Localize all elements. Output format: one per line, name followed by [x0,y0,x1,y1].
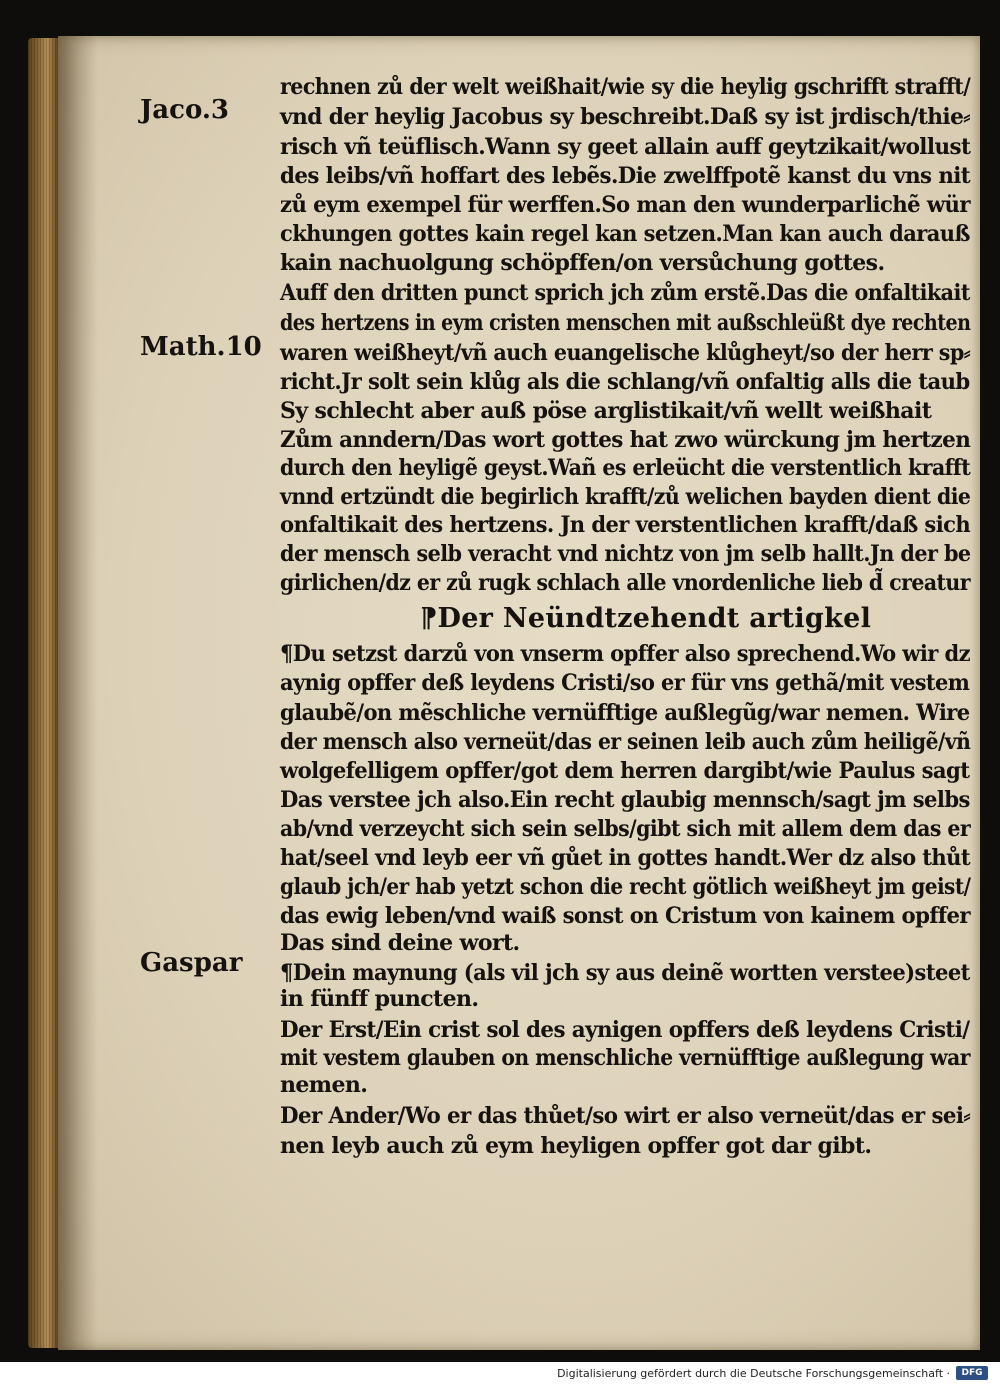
margin-note-math: Math.10 [140,332,262,362]
text-line: in fünff puncten. [280,986,479,1012]
gutter-shadow [58,36,98,1350]
text-line: der mensch selb veracht vnd nichtz von jm selb hallt.Jn der be [280,541,971,567]
dfg-logo: DFG [956,1366,988,1380]
text-line: des leibs/vñ hoffart des lebẽs.Die zwelffpotẽ kanst du vns nit [280,163,971,189]
text-line: ¶Du setzst darzů von vnserm opffer also sprechend.Wo wir dz [280,641,971,667]
text-line: Auff den dritten punct sprich jch zům erstẽ.Das die onfaltikait [280,280,970,306]
text-line: waren weißheyt/vñ auch euangelische klůgheyt/so der herr sp⸗ [280,340,971,366]
text-line: nemen. [280,1072,368,1098]
text-line: vnd der heylig Jacobus sy beschreibt.Daß sy ist jrdisch/thie⸗ [280,104,970,130]
text-line: aynig opffer deß leydens Cristi/so er für vns gethã/mit vestem [280,670,970,696]
text-line: rechnen zů der welt weißhait/wie sy die heylig gschrifft strafft/ [280,74,971,100]
text-line: onfaltikait des hertzens. Jn der verstentlichen krafft/daß sich [280,512,971,538]
text-line: glaub jch/er hab yetzt schon die recht götlich weißheyt jm geist/ [280,874,971,900]
text-line: richt.Jr solt sein klůg als die schlang/vñ onfaltig alls die taub [280,369,970,395]
text-line: kain nachuolgung schöpffen/on versůchung gottes. [280,250,885,276]
text-line: mit vestem glauben on menschliche vernüfftige außlegung war [280,1045,970,1071]
text-line: des hertzens in eym cristen menschen mit außschleüßt dye rechten [280,310,971,336]
text-line: nen leyb auch zů eym heyligen opffer got dar gibt. [280,1133,872,1159]
text-line: ckhungen gottes kain regel kan setzen.Man kan auch darauß [280,221,970,247]
text-line: risch vñ teüflisch.Wann sy geet allain auff geytzikait/wollust [280,134,971,160]
text-line: ¶Dein maynung (als vil jch sy aus deinẽ wortten verstee)steet [280,960,970,986]
book-edge [28,38,60,1348]
text-line: vnnd ertzündt die begirlich krafft/zů welichen bayden dient die [280,484,971,510]
text-line: hat/seel vnd leyb eer vñ gůet in gottes handt.Wer dz also thůt [280,845,970,871]
section-heading: ⁋Der Neündtzehendt artigkel [420,603,872,634]
text-line: Das sind deine wort. [280,930,520,956]
text-line: Der Ander/Wo er das thůet/so wirt er also verneüt/das er sei⸗ [280,1103,971,1129]
text-line: glaubẽ/on mẽschliche vernüfftige außlegũg/war nemen. Wire [280,700,970,726]
footer-credit: Digitalisierung gefördert durch die Deutsche Forschungsgemeinschaft · [557,1367,950,1380]
text-line: durch den heyligẽ geyst.Wañ es erleücht die verstentlich krafft [280,455,971,481]
text-line: Zům anndern/Das wort gottes hat zwo würckung jm hertzen [280,427,971,453]
text-line: das ewig leben/vnd waiß sonst on Cristum von kainem opffer [280,903,970,929]
text-line: girlichen/dz er zů rugk schlach alle vnordenliche lieb d̃ creatur [280,570,970,596]
text-line: der mensch also verneüt/das er seinen leib auch zům heiligẽ/vñ [280,729,971,755]
text-line: zů eym exempel für werffen.So man den wunderparlichẽ wür [280,192,970,218]
text-line: Sy schlecht aber auß pöse arglistikait/vñ wellt weißhait [280,398,932,424]
text-line: wolgefelligem opffer/got dem herren dargibt/wie Paulus sagt [280,758,970,784]
margin-note-jaco: Jaco.3 [140,95,230,125]
text-line: Der Erst/Ein crist sol des aynigen opffers deß leydens Cristi/ [280,1017,970,1043]
text-line: ab/vnd verzeycht sich sein selbs/gibt sich mit allem dem das er [280,816,971,842]
text-line: Das verstee jch also.Ein recht glaubig mennsch/sagt jm selbs [280,787,970,813]
margin-note-gaspar: Gaspar [140,948,243,978]
